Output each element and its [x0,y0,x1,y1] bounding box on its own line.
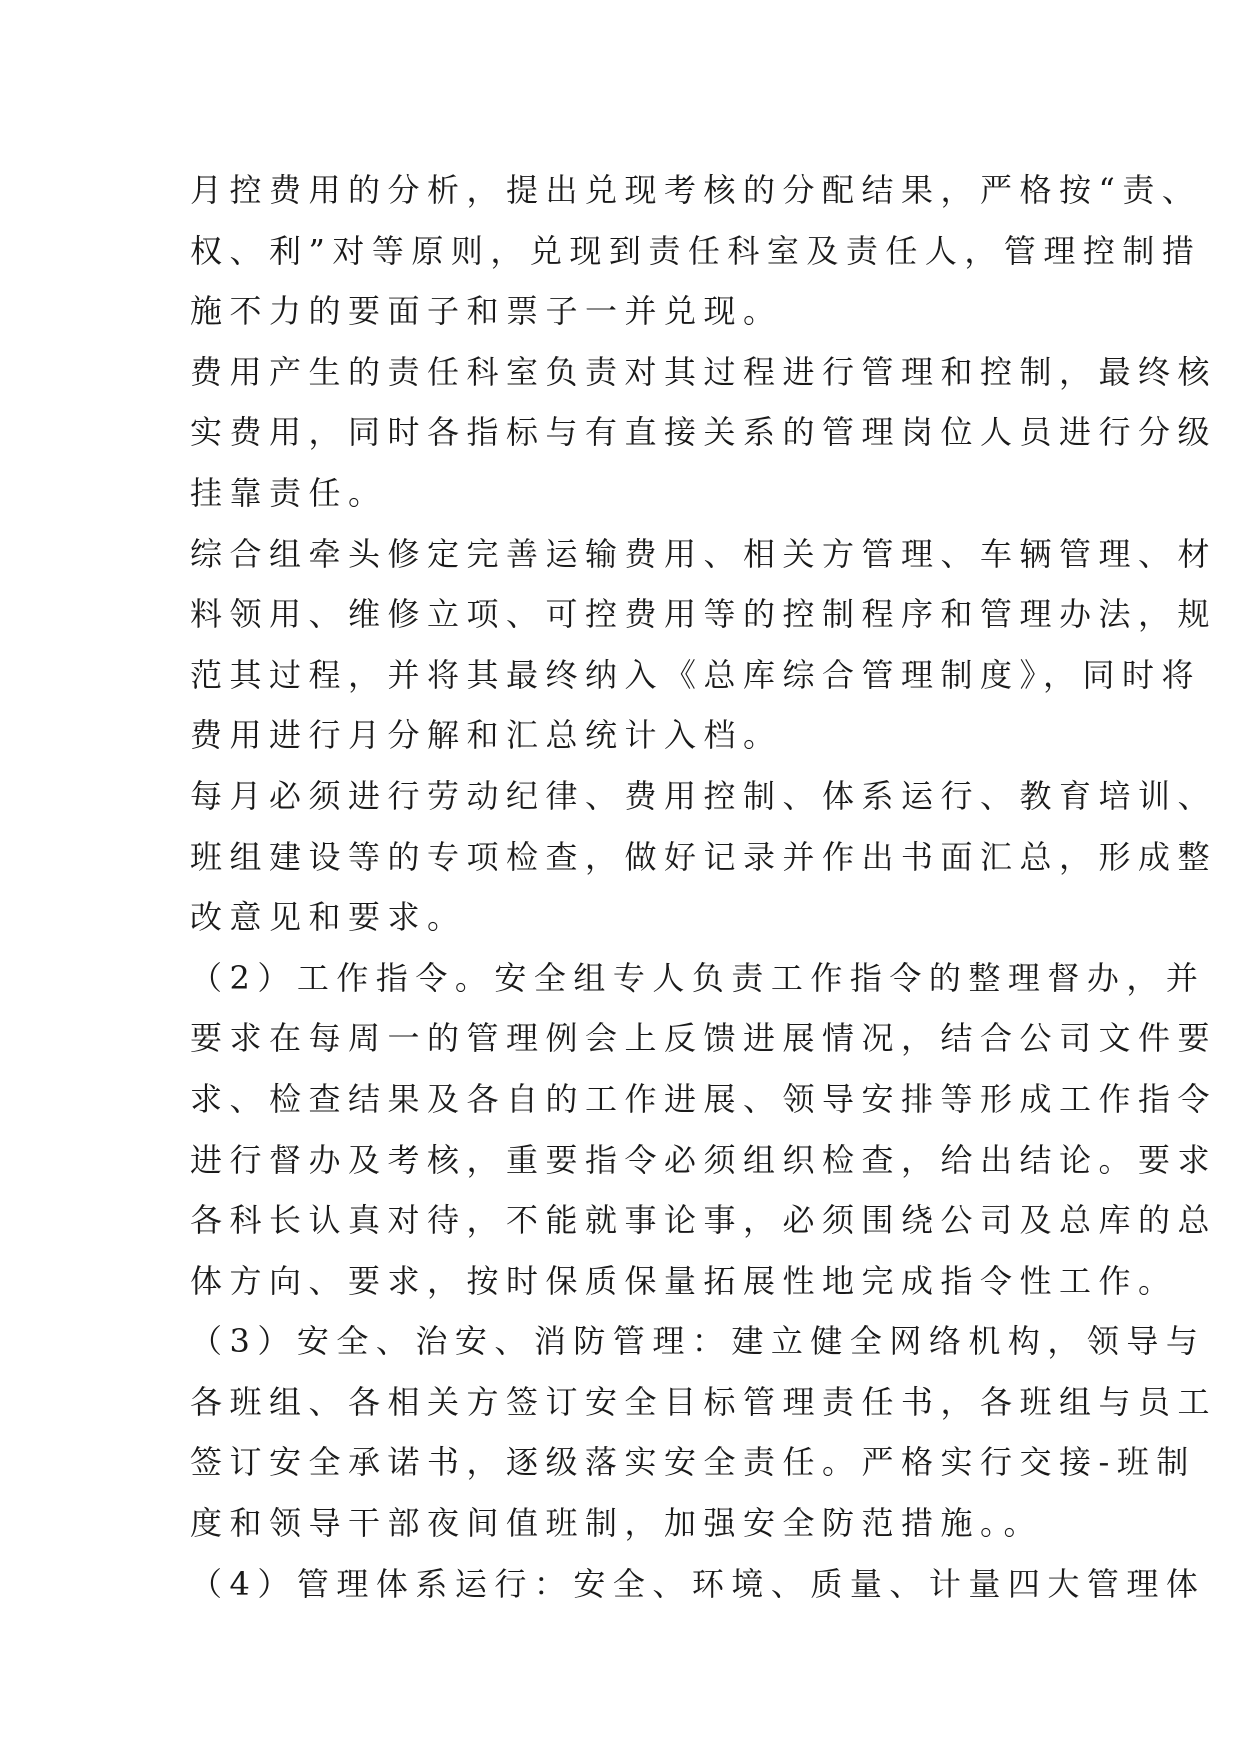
text-line: 进行督办及考核，重要指令必须组织检查，给出结论。要求 [190,1140,1218,1179]
text-line: 施不力的要面子和票子一并兑现。 [190,292,783,331]
body-text [190,160,1218,1614]
text-line: 实费用，同时各指标与有直接关系的管理岗位人员进行分级 [190,413,1218,452]
text-line: （3）安全、治安、消防管理：建立健全网络机构，领导与 [190,1322,1206,1361]
text-line: 签订安全承诺书，逐级落实安全责任。严格实行交接-班制 [190,1443,1196,1482]
text-line: 各科长认真对待，不能就事论事，必须围绕公司及总库的总 [190,1201,1218,1240]
text-line: 各班组、各相关方签订安全目标管理责任书，各班组与员工 [190,1382,1218,1421]
text-line: 度和领导干部夜间值班制，加强安全防范措施。。 [190,1504,1044,1543]
text-line: 体方向、要求，按时保质保量拓展性地完成指令性工作。 [190,1261,1178,1300]
text-line: 挂靠责任。 [190,473,388,512]
text-line: 求、检查结果及各自的工作进展、领导安排等形成工作指令 [190,1079,1218,1118]
text-line: 月控费用的分析，提出兑现考核的分配结果，严格按“责、 [190,171,1202,209]
text-line: 要求在每周一的管理例会上反馈进展情况，结合公司文件要 [190,1019,1218,1058]
text-line: （4）管理体系运行：安全、环境、质量、计量四大管理体 [190,1564,1206,1603]
text-line: 综合组牵头修定完善运输费用、相关方管理、车辆管理、材 [190,534,1218,573]
text-line: （2）工作指令。安全组专人负责工作指令的整理督办，并 [190,958,1206,997]
text-line: 费用进行月分解和汇总统计入档。 [190,716,783,755]
text-line: 权、利”对等原则，兑现到责任科室及责任人，管理控制措 [190,231,1202,270]
text-line: 范其过程，并将其最终纳入《总库综合管理制度》，同时将 [190,655,1202,694]
text-line: 费用产生的责任科室负责对其过程进行管理和控制，最终核 [190,352,1218,391]
text-line: 料领用、维修立项、可控费用等的控制程序和管理办法，规 [190,595,1218,634]
text-line: 班组建设等的专项检查，做好记录并作出书面汇总，形成整 [190,837,1218,876]
text-line: 改意见和要求。 [190,898,467,937]
text-line: 每月必须进行劳动纪律、费用控制、体系运行、教育培训、 [190,776,1218,815]
